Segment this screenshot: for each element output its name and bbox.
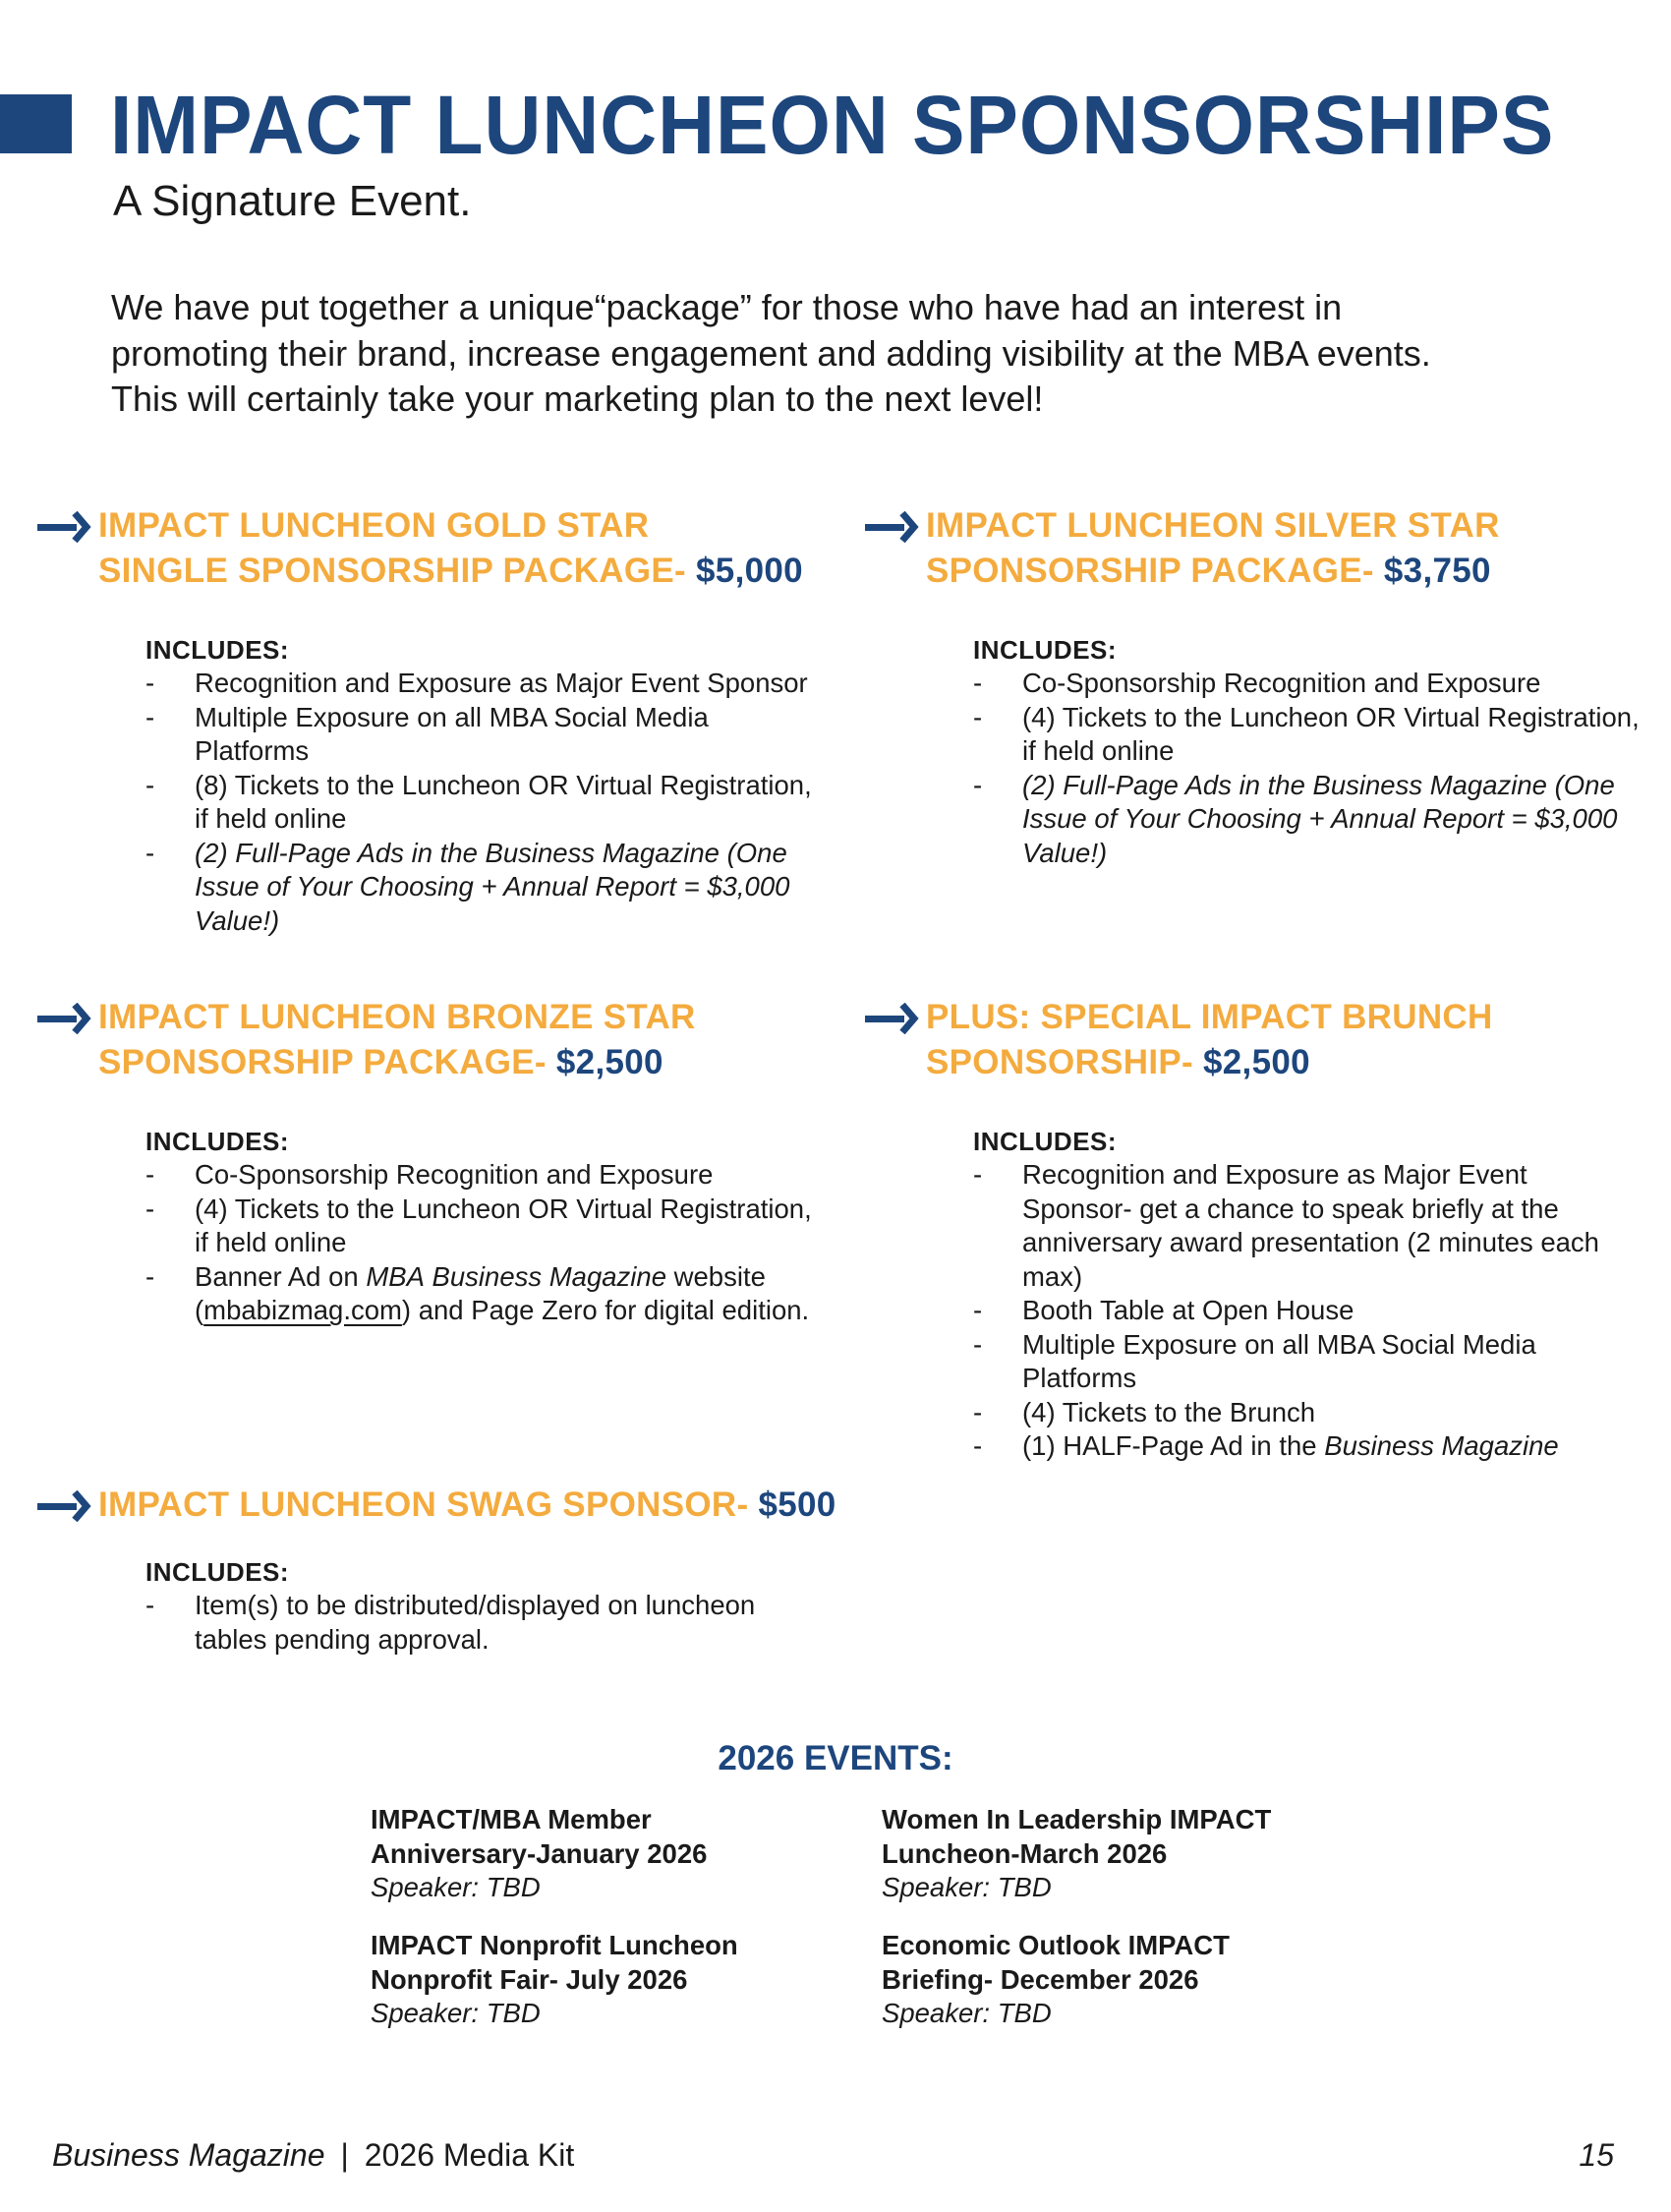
list-item: - (4) Tickets to the Luncheon OR Virtual Registration, if held online bbox=[145, 1193, 812, 1257]
package-price: $2,500 bbox=[555, 1043, 663, 1081]
event-item: IMPACT Nonprofit Luncheon Nonprofit Fair- July 2026 Speaker: TBD bbox=[371, 1930, 738, 2028]
includes-section bbox=[973, 633, 1651, 870]
list-item: - (4) Tickets to the Brunch bbox=[973, 1396, 1316, 1427]
arrow-right-icon bbox=[865, 1003, 924, 1034]
package-silver-star bbox=[865, 503, 1651, 870]
list-item: - Multiple Exposure on all MBA Social Media Platforms bbox=[145, 701, 709, 766]
package-heading bbox=[37, 503, 824, 594]
list-item: - (2) Full-Page Ads in the Business Magazine (One Issue of Your Choosing + Annual Report = $3,000 Value!) bbox=[145, 837, 790, 936]
package-brunch bbox=[865, 995, 1651, 1464]
list-item: - Item(s) to be distributed/displayed on luncheon tables pending approval. bbox=[145, 1590, 756, 1655]
package-heading bbox=[37, 1483, 922, 1528]
list-item: - Recognition and Exposure as Major Event Sponsor- get a chance to speak briefly at the anniversary award presentation (2 minutes each max) bbox=[973, 1159, 1599, 1292]
footer-separator: | bbox=[340, 2137, 349, 2173]
includes-label: INCLUDES: bbox=[973, 1127, 1118, 1156]
includes-section bbox=[145, 1555, 922, 1657]
includes-label: INCLUDES: bbox=[145, 635, 290, 665]
title-block bbox=[0, 81, 1671, 169]
arrow-right-icon bbox=[865, 511, 924, 543]
event-item: IMPACT/MBA Member Anniversary-January 2026 Speaker: TBD bbox=[371, 1804, 708, 1902]
package-price: $500 bbox=[758, 1485, 836, 1524]
package-title-line1: IMPACT LUNCHEON SILVER STAR bbox=[926, 506, 1500, 545]
package-title-line2: SPONSORSHIP- bbox=[926, 1043, 1193, 1081]
package-title-line2: SPONSORSHIP PACKAGE- bbox=[926, 552, 1374, 590]
package-title-line1: IMPACT LUNCHEON GOLD STAR bbox=[98, 506, 650, 545]
page-subtitle: A Signature Event. bbox=[113, 177, 472, 225]
title-square-icon bbox=[0, 94, 72, 153]
includes-label: INCLUDES: bbox=[145, 1127, 290, 1156]
package-heading bbox=[37, 995, 824, 1085]
footer-kit: 2026 Media Kit bbox=[364, 2137, 575, 2173]
intro-paragraph: We have put together a unique“package” for those who have had an interest in promoting their brand, increase engagement and adding visibility at the MBA events. This will certainly take your marketing plan to the next level! bbox=[111, 287, 1431, 419]
package-bronze-star bbox=[37, 995, 824, 1328]
list-item: - (1) HALF-Page Ad in the Business Magazine bbox=[973, 1430, 1559, 1461]
arrow-right-icon bbox=[37, 1490, 96, 1522]
events-heading: 2026 EVENTS: bbox=[718, 1739, 953, 1777]
list-item: - Multiple Exposure on all MBA Social Media Platforms bbox=[973, 1328, 1536, 1393]
includes-section bbox=[145, 633, 824, 938]
package-swag bbox=[37, 1483, 922, 1657]
package-price: $2,500 bbox=[1203, 1043, 1310, 1081]
list-item: - Co-Sponsorship Recognition and Exposure bbox=[973, 668, 1541, 698]
website-link[interactable]: mbabizmag.com bbox=[203, 1295, 402, 1325]
list-item: - Booth Table at Open House bbox=[973, 1295, 1354, 1325]
list-item: - (2) Full-Page Ads in the Business Magazine (One Issue of Your Choosing + Annual Report = $3,000 Value!) bbox=[973, 769, 1618, 868]
list-item: - Recognition and Exposure as Major Event Sponsor bbox=[145, 668, 808, 698]
footer-magazine: Business Magazine bbox=[52, 2137, 325, 2173]
list-item: - Co-Sponsorship Recognition and Exposure bbox=[145, 1159, 714, 1190]
arrow-right-icon bbox=[37, 1003, 96, 1034]
package-price: $5,000 bbox=[696, 552, 803, 590]
package-title-line1: PLUS: SPECIAL IMPACT BRUNCH bbox=[926, 998, 1493, 1036]
package-heading bbox=[865, 503, 1651, 594]
package-title-line2: SPONSORSHIP PACKAGE- bbox=[98, 1043, 547, 1081]
page-title: IMPACT LUNCHEON SPONSORSHIPS bbox=[110, 79, 1555, 171]
package-gold-star bbox=[37, 503, 824, 938]
page-number: 15 bbox=[1579, 2137, 1614, 2173]
package-price: $3,750 bbox=[1383, 552, 1491, 590]
arrow-right-icon bbox=[37, 511, 96, 543]
package-title-line1: IMPACT LUNCHEON SWAG SPONSOR- bbox=[98, 1485, 749, 1524]
event-item: Economic Outlook IMPACT Briefing- December 2026 Speaker: TBD bbox=[882, 1930, 1230, 2028]
includes-label: INCLUDES: bbox=[973, 635, 1118, 665]
footer bbox=[52, 2135, 574, 2175]
event-item: Women In Leadership IMPACT Luncheon-March 2026 Speaker: TBD bbox=[882, 1804, 1272, 1902]
list-item: - Banner Ad on MBA Business Magazine website (mbabizmag.com) and Page Zero for digital edition. bbox=[145, 1260, 810, 1325]
list-item: - (4) Tickets to the Luncheon OR Virtual Registration, if held online bbox=[973, 701, 1640, 766]
package-title-line2: SINGLE SPONSORSHIP PACKAGE- bbox=[98, 552, 687, 590]
package-title-line1: IMPACT LUNCHEON BRONZE STAR bbox=[98, 998, 696, 1036]
includes-label: INCLUDES: bbox=[145, 1557, 290, 1587]
includes-section bbox=[145, 1125, 824, 1328]
package-heading bbox=[865, 995, 1651, 1085]
includes-section bbox=[973, 1125, 1651, 1464]
list-item: - (8) Tickets to the Luncheon OR Virtual Registration, if held online bbox=[145, 769, 812, 834]
